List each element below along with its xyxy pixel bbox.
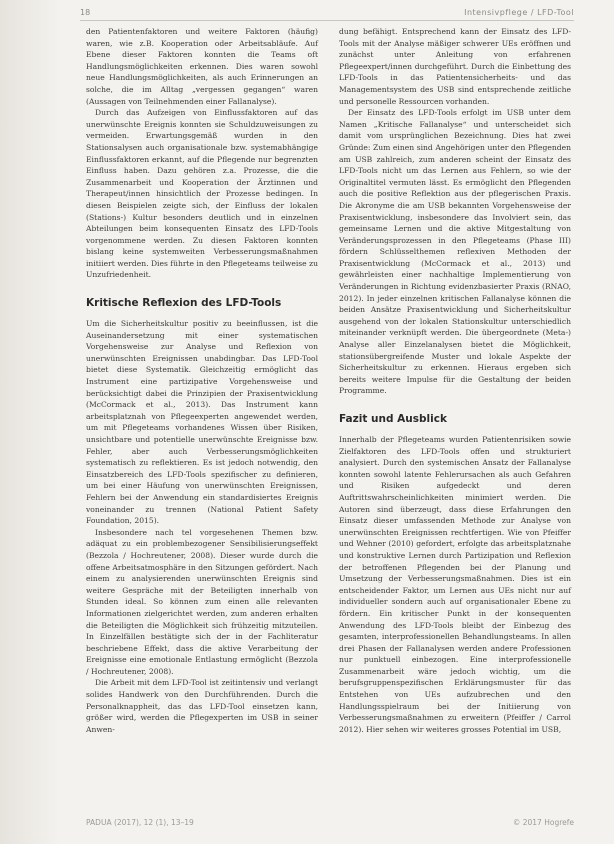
page-header — [80, 6, 574, 21]
section-heading-critical-reflection: Kritische Reflexion des LFD-Tools — [86, 297, 282, 310]
page-footer — [86, 818, 574, 830]
paragraph: dung befähigt. Entsprechend kann der Einsatz des LFD-Tools mit der Analyse mäßiger schwerer UEs eröffnen und zunächst unter Anleitung von erfahrenen Pflegeexpert/innen durchgeführt. Durch die Einbettung des LFD-Tools in das Patientensicherheits- und das Managementsystem des USB sind entsprechende zeitliche und personelle Ressourcen vorhanden. — [339, 27, 571, 106]
page-number: 18 — [80, 8, 91, 17]
section-heading-conclusion: Fazit und Ausblick — [339, 413, 447, 425]
scan-shadow — [0, 0, 60, 844]
right-column — [339, 26, 571, 735]
publisher-note: © 2017 Hogrefe — [512, 818, 574, 827]
left-column — [86, 26, 318, 735]
journal-citation: PADUA (2017), 12 (1), 13–19 — [86, 818, 194, 827]
paragraph: Die Arbeit mit dem LFD-Tool ist zeitintensiv und verlangt solides Handwerk von den Durchführenden. Durch die Personalknappheit, das das LFD-Tool einsetzen kann, größer wird, werden die Pflegexperten im USB in seiner Anwen- — [86, 678, 318, 734]
paragraph: Innerhalb der Pflegeteams wurden Patientenrisiken sowie Zielfaktoren des LFD-Tools offen und strukturiert analysiert. Durch den systemischen Ansatz der Fallanalyse konnten sowohl latente Fehlerursachen als auch Gefahren und Risiken aufgedeckt und deren Auftrittswahrscheinlichkeiten minimiert werden. Die Autoren sind überzeugt, dass diese Erfahrungen den Einsatz dieser umfassenden Methode zur Analyse von unerwünschten Ereignissen rechtfertigen. Wie von Pfeiffer und Wehner (2010) gefordert, erfolgte das arbeitsplatznahe und konstruktive Lernen durch Partizipation und Reflexion der betroffenen Pflegenden bei der Planung und Umsetzung der Verbesserungsmaßnahmen. Dies ist ein entscheidender Faktor, um Lernen aus UEs nicht nur auf individueller sondern auch auf organisationaler Ebene zu fördern. Ein kritischer Punkt in der konsequenten Anwendung des LFD-Tools bleibt der Einbezug des gesamten, interprofessionellen Behandlungsteams. In allen drei Phasen der Fallanalysen werden andere Professionen nur punktuell einbezogen. Eine interprofessionelle Zusammenarbeit wäre jedoch wichtig, um die berufsgruppenspezifischen Erklärungsmuster für das Entstehen von UEs aufzubrechen und den Handlungsspielraum bei der Initiierung von Verbesserungsmaßnahmen zu erweitern (Pfeiffer / Carrol 2012). Hier sehen wir weiteres grosses Potential im USB, — [339, 435, 571, 734]
paragraph: Durch das Aufzeigen von Einflussfaktoren auf das unerwünschte Ereignis konnten sie Schuldzuweisungen zu vermeiden. Erwartungsgemäß wurden in den Stationsalysen auch organisationale bzw. systemabhängige Einflussfaktoren erkannt, auf die Pflegende nur begrenzten Einfluss haben. Dazu gehören z.a. Prozesse, die die Zusammenarbeit und Kooperation der Ärztinnen und Therapeut/innen hinsichtlich der Prozesse bedingen. In diesen Beispielen zeigte sich, der Einfluss der lokalen (Stations-) Kultur besonders deutlich und in einzelnen Abteilungen beim konsequenten Einsatz des LFD-Tools vorgenommene werden. Zu diesen Faktoren konnten bislang keine systemweiten Verbesserungsmaßnahmen initiiert werden. Dies führte in den Pflegeteams teilweise zu Unzufriedenheit. — [86, 108, 318, 280]
paragraph: den Patientenfaktoren und weitere Faktoren (häufig) waren, wie z.B. Kooperation oder Arbeitsabläufe. Auf Ebene dieser Faktoren konnten die Teams oft Handlungsmöglichkeiten erkennen. Dies waren sowohl neue Handlungsmöglichkeiten, als auch Erinnerungen an solche, die im Alltag „vergessen gegangen“ waren (Aussagen von Teilnehmenden einer Fallanalyse). — [86, 27, 318, 106]
running-title: Intensivpflege / LFD-Tool — [464, 8, 574, 17]
paragraph: Um die Sicherheitskultur positiv zu beeinflussen, ist die Auseinandersetzung mit einer systematischen Vorgehensweise zur Analyse und Reflexion von unerwünschten Ereignissen unabdingbar. Das LFD-Tool bietet diese Systematik. Gleichzeitig ermöglicht das Instrument eine partizipative Vorgehensweise und berücksichtigt dabei die Prinzipien der Praxisentwicklung (McCormack et al., 2013). Das Instrument kann arbeitsplatznah von Pflegeexperten angewendet werden, um mit Pflegeteams vorhandenes Wissen über Risiken, unsichtbare und potentielle unerwünschte Ereignisse bzw. Fehler, aber auch Verbesserungsmöglichkeiten systematisch zu reflektieren. Es ist jedoch notwendig, den Einsatzbereich des LFD-Tools spezifischer zu definieren, um bei einer Häufung von unerwünschten Ereignissen, Fehlern bei der Anwendung ein standardisiertes Ereignis voneinander zu trennen (National Patient Safety Foundation, 2015). — [86, 319, 318, 526]
paragraph: Insbesondere nach tel vorgesehenen Themen bzw. adäquat zu ein problembezogener Sensibilisierungseffekt (Bezzola / Hochreutener, 2008). Dieser wurde durch die offene Arbeitsatmosphäre in den Sitzungen gefördert. Nach einem zu analysierenden unerwünschten Ereignis sind weitere Gespräche mit der Beteiligten innerhalb von Stunden ideal. So können zum einen alle relevanten Informationen zielgerichtet werden, zum anderen erhalten die Beteiligten die Möglichkeit sich frühzeitig mitzuteilen. In Einzelfällen bestätigte sich der in der Fachliteratur beschriebene Effekt, dass die aktive Verarbeitung der Ereignisse eine emotionale Entlastung ermöglicht (Bezzola / Hochreutener, 2008). — [86, 527, 318, 676]
paragraph: Der Einsatz des LFD-Tools erfolgt im USB unter dem Namen „Kritische Fallanalyse“ und unterscheidet sich damit vom ursprünglichen Bezeichnung. Dies hat zwei Gründe: Zum einen sind Angehörigen unter den Pflegenden am USB zahlreich, zum anderen scheint der Einsatz des LFD-Tools nicht um das Lernen aus Fehlern, so wie der Originaltitel vermuten lässt. Es ermöglicht den Pflegenden auch die positive Reflektion aus der pflegerischen Praxis. Die Akronyme die am USB bekannten Vorgehensweise der Praxisentwicklung, insbesondere das Involviert sein, das gemeinsame Lernen und die aktive Mitgestaltung von Veränderungsprozessen in den Pflegeteams (Phase III) fördern Schlüsselthemen reflexiven Methoden der Praxisentwicklung (McCormack et al., 2013) und gewährleisten einer nachhaltige Implementierung von Veränderungen in Richtung evidenzbasierter Praxis (RNAO, 2012). In jeder einzelnen kritischen Fallanalyse können die beiden Ansätze Praxisentwicklung und Sicherheitskultur ausgehend von der lokalen Stationskultur unterschiedlich miteinander verknüpft werden. Die übergeordnete (Meta-) Analyse aller Einzelanalysen bietet die Möglichkeit, stationsübergreifende Muster und lokale Aspekte der Sicherheitskultur zu erkennen. Hieraus ergeben sich bereits weitere Impulse für die Gestaltung der beiden Programme. — [339, 108, 571, 396]
